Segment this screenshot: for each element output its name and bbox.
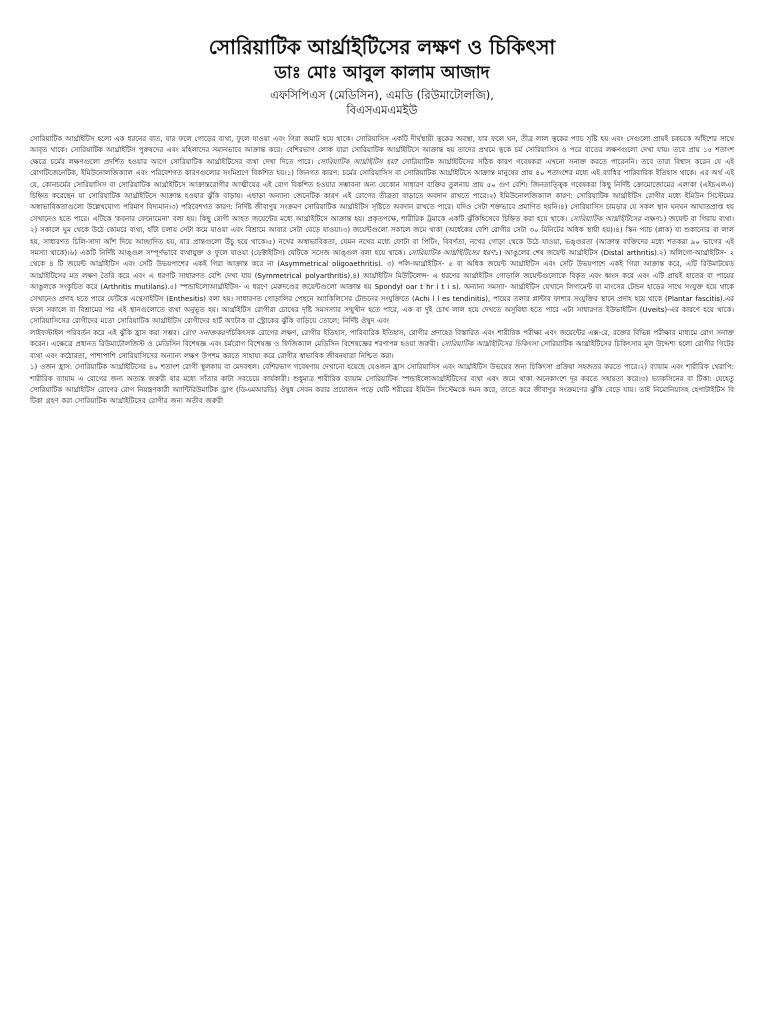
heading-treatment: সোরিয়াটিক আর্থ্রাইটিসের চিকিৎসা xyxy=(441,340,538,349)
paragraph-treatment-steps: ১) ওজন হ্রাস: সোরিয়াটিক আর্থ্রাইটিসের ৪০ শতাংশ রোগী স্থূলকায় বা মেদবহুল। বেশিরভাগ গবেষণায় দেখানো হয়েছে যেওজন হ্রাস সোরিয়াসিস এবং আর্থ্রাইটিস উভয়ের জন্য চিকিৎসা প্রক্রিয়া সহজতর করতে পারে।২) ব্যায়াম এবং শারীরিক থেরাপি: শারীরিক ব্যায়াম এ রোগের জন্য অত্যন্ত জরুরী যার মধ্যে সাঁতার কাটা সবচেয়ে কার্যকারী। শুধুমাত্র শারীরিক ব্যায়াম সোরিয়াটিক স্পন্ডাইলোআর্থ্রাইটিসের ব্যথা এবং জমে থাকা অনেকাংশে দূর করতে সহায়তা করে।৩) ভ্যাকসিনের বা টিকা: যেহেতু সোরিয়াটিক আর্থ্রাইটিস রোগের রোগ নিয়ন্ত্রণকারী অ্যান্টিরিউমাটিক ড্রাগ (ডিএমআরডি) ঔষুধ সেবন করার প্রয়োজন পড়ে যেটি শরীরের ইমিউন সিস্টেমকে দমন করে, তাতে করে জীবাণুর সংক্রমণের ঝুঁকি বেড়ে যায়। তাই নিমোনিয়াসহ হেপাটাইটিস বি টিকা গ্রহণ করা সোরিয়াটিক আর্থ্রাইটিসের রোগীর জন্য অতীব জরুরী xyxy=(30,363,734,406)
author-qualifications-line2: বিএসএমএমইউ xyxy=(346,103,418,118)
paragraph-causes-symptoms-types xyxy=(30,134,734,328)
article-title: সোরিয়াটিক আর্থ্রাইটিসের লক্ষণ ও চিকিৎসা xyxy=(208,35,556,59)
lifestyle-text: লাইফস্টাইল পরিবর্তন করে এই ঝুঁকি হ্রাস করা সম্ভব। xyxy=(30,328,180,337)
heading-causes: সোরিয়াটিক আর্থ্রাইটিস হয়? xyxy=(317,157,399,166)
heading-diagnosis: রোগ সনাক্তকরণ xyxy=(182,328,230,337)
heading-symptoms: সোরিয়াটিক আর্থ্রাইটিসের লক্ষণ xyxy=(570,214,660,223)
intro-text: সোরিয়াটিক আর্থ্রাইটিস হলো এক ধরনের বাত, যার ফলে গোড়ের ব্যথা, ফুলে যাওয়া এবং গিরা জমাট হয়ে থাকে। সোরিয়াসিস একটি দীর্ঘস্থায়ী ত্বকের অবস্থা, যার ফলে ঘন, তীব্র লাল ত্বকের প্যাচ সৃষ্টি হয় এবং সেগুলো প্রায়ই চকচকে আঁইশের সাথে আবৃত থাকে। সোরিয়াটিক আর্থ্রাইটিস পুরুষদের এবং মহিলাদের সমানভাবে আক্রান্ত করে। বেশিরভাগ লোক যারা সোরিয়াটিক আর্থ্রাইটিসে আক্রান্ত হয় তাদের প্রথমে ত্বকে চর্ম সোরিয়াসিস ও পরে বাতের লক্ষণগুলো দেখা যায়। তবে প্রায় ১৫ শতাংশ ক্ষেত্রে চর্মের লক্ষণগুলো প্রদর্শিত হওয়ার আগে সোরিয়াটিক আর্থ্রাইটিসের ব্যথা দেখা দিতে পারে। xyxy=(30,134,734,166)
author-qualifications-line1: এফসিপিএস (মেডিসিন), এমডি (রিউমাটোলজি), xyxy=(270,88,494,103)
title-block xyxy=(30,34,734,118)
heading-types: সোরিয়াটিক আর্থ্রাইটিসের ধরণ xyxy=(408,249,495,258)
symptoms-text: ১) জয়েন্ট বা গিরায় ব্যথা।২) সকালে ঘুম থেকে উঠে কোমরে ব্যথা, হাঁটা চলায় সেটা কমে যাওয়া এবং বিশ্রামে আবার সেটা বেড়ে যাওয়া।৩) জয়েন্টগুলো সকালে জমে থাকা (অর্ধেকের বেশি রোগীর সেটা ৩০ মিনিটের অধিক স্থায়ী হয়)।৪) স্কিন প্যাচ (প্লাক) যা শুকানোর বা লাল হয়, সাধারণত চিলি-সাদা আঁশ দিয়ে আচ্ছাদিত হয়, যার প্রান্তগুলো উঁচু হয়ে থাকে।৫) নখের অস্বাভাবিকতা, যেমন নখের মধ্যে ফোটা বা পিটিং, বিবর্ণতা, নখের গোড়া থেকে উঠে যাওয়া, ভঙ্গুরতা (আক্রান্ত ব্যক্তিদের মধ্যে শতকরা ৯০ ভাগের এই সমস্যা থাকে)।৬) একটি নির্দিষ্ট আঙ্গুল সম্পূর্ণভাবে ব্যথাযুক্ত ও ফুলে যাওয়া (ডেক্টাইটিস) যেটিকে সসেজ আঙ্গুল বলা হয়ে থাকে। xyxy=(30,214,734,258)
causes-text: সোরিয়াটিক আর্থ্রাইটিসের সঠিক কারণ গবেষকরা এখনো সনাক্ত করতে পারেননি। তবে তারা বিশ্বাস করেন যে এই রোগটিজেনেটিক, ইমিউনোলজিক্যাল এবং পরিবেশগত কারণগুলোর সংমিশ্রণে বিকশিত হয়।১) জিনগত কারণ: চর্মের সোরিয়াসিস বা সোরিয়াটিক আর্থ্রাইটিসে আক্রান্ত মানুষের প্রায় ৪০ শতাংশের মধ্যে এই ব্যাধির পারিবারিক ইতিহাস থাকে। এর অর্থ এই যে, কোনচর্মের সোরিয়াসিস বা সোরিয়াটিক আর্থ্রাইটিসে আক্রান্তরোগীর আত্মীয়ের এই রোগ বিকশিত হওয়ার সম্ভাবনা অন্য যেকোন সাধারণ ব্যক্তির তুলনায় প্রায় ৫০ গুণ বেশি। জিনতাত্ত্বিক গবেষকরা কিছু নির্দিষ্ট ক্রোমোজোমের এলাকা (এইচএলএ) চিহ্নিত করেছেন যা সোরিয়াটিক আর্থ্রাইটিসে আক্রান্ত হওয়ার ঝুঁকি বাড়ায়। এছাড়া অন্যান্য জেনেটিক কারণ এই রোগের তীব্রতা বাড়াতে অবদান রাখতে পারে।২) ইমিউনোলজিক্যাল কারণ: সোরিয়াটিক আর্থ্রাইটিস রোগীর মধ্যে ইমিউন সিস্টেমের অস্বাভাবিকতাগুলো উল্লেখযোগ্য পরিমাণ বিদ্যমান।৩) পরিবেশগত কারণ: নির্দিষ্ট জীবাণুর সংক্রমণ সোরিয়াটিক আর্থ্রাইটিস সৃষ্টিতে অবদান রাখতে পারে। যদিও সেটা শক্তভাবে প্রমাণিত হয়নি।৪) সোরিয়াসিস চামড়ার যে সকল স্থান ঘনঘন আঘাতপ্রাপ্ত হয় সেখানেও হতে পারে। এটিকে 'কবনার ফেনোমেনা' বলা হয়। কিছু রোগী আহত জয়েন্টের মধ্যে আর্থ্রাইটিসে আক্রান্ত হয়। প্রকৃতপক্ষে, শারীরিক ট্রমাকে একটি ঝুঁকিহিসেবে চিহ্নিত করা হয়ে থাকে। xyxy=(30,157,734,223)
article-body xyxy=(30,134,734,408)
author-name: ডাঃ মোঃ আবুল কালাম আজাদ xyxy=(274,63,490,83)
diagnosis-text: চিকিৎসক রোগের লক্ষণ, রোগীর ইতিহাস, পারিবারিক ইতিহাস, রোগীর প্রদাহের বিস্তারিত এবং শারীরিক পরীক্ষা এবং জয়েন্টের এক্স-রে, রক্তের বিভিন্ন পরীক্ষার মাধ্যমে রোগ সনাক্ত করেন। এক্ষেত্রে প্রধানত রিউমাটোলজিস্ট ও মেডিসিন বিশেষজ্ঞ এবং চর্মরোগ বিশেষজ্ঞ ও ফিজিক্যাল মেডিসিন বিশেষজ্ঞের শরণাপন্ন হওয়া জরুরী। xyxy=(30,328,735,349)
paragraph-diagnosis-treatment xyxy=(30,328,734,362)
types-text: ১) আঙুলের শেষ জয়েন্ট আর্থ্রাইটিস (Distal arthritis).২) অলিগো-আর্থ্রাইটিস- ২ থেকে ৪ টি জয়েন্ট আর্থ্রাইটিস এবং সেটি উভয়পাশের একই গিরা আক্রান্ত করে না (Asymmetrical oligoaethritis). ৩) পলি-আর্থ্রাইটিস- ৫ বা অধিক জয়েন্ট আর্থ্রাইটিস এবং সেটি উভয়পাশে একই গিরা আক্রান্ত করে, এটি রিউমাটয়েড আর্থ্রাইটিসের মত লক্ষণ তৈরি করে এবং এ ধরণটি সাধারণত বেশি দেখা যায় (Symmetrical polyarthritis).৪) আর্থ্রাইটিস মিউটিলেন্স- এ ধরণের আর্থ্রাইটিস গোড়ালি জয়েন্টগুলোকে বিকৃত এবং ধ্বংস করে এবং এটি প্রায়ই হাতের বা পায়ের আঙুলকে সংকুচিত করে (Arthritis mutilans).৫) স্পন্ডাইলোআর্থ্রাইটিস- এ ধরণে মেরুদণ্ডের জয়েন্টগুলো আক্রান্ত হয় Spondyl oar t hr i t i s). অন্যান্য সমস্যা- আর্থ্রাইটিস যেখানে লিগামেন্ট বা মাংসের টেন্ডন হাড়ের সাথে সংযুক্ত হয়ে থাকে সেখানেও প্রদাহ হতে পারে যেটিকে এন্থেসাইটিস (Enthesitis) বলা হয়। সাধারণত গোড়ালির পেছনে অ্যাকিলিসের টেন্ডনের সংযুক্তিতে (Achi l l es tendinitis), পায়ের তলার প্লান্টার ফাশার সংযুক্তির স্থানে প্রদাহ হয়ে থাকে (Plantar fascitis).এর ফলে সকালে বা বিশ্রামের পর এই স্থানগুলোতে ব্যথা অনুভূত হয়। আর্থ্রাইটিস রোগীরা চোখের দৃষ্টি সমসস্যার সম্মুখীন হতে পারে, এক বা দুই চোখ লাল হয়ে দেখতে অসুবিধা হতে পারে এটা সাধারণত ইউভাইটিস (Uveits)-এর কারণে হয়ে থাকে। সোরিয়াসিসের রোগীদের মতো সোরিয়াটিক আর্থ্রাইটিস রোগীদের হার্ট অ্যাটাক বা স্ট্রোকের ঝুঁকি বাড়িয়ে তোলে; নির্দিষ্ট ঔষুদ এবং xyxy=(30,249,734,326)
treatment-text: সোরিয়াটিক আর্থ্রাইটিসের চিকিৎসার মূল উদ্দেশ্য হলো রোগীর গিটের ব্যথা এবং কঠোরতা, পাশাপাশি সোরিয়াসিসের অন্যান্য লক্ষণ উপশম করতে সাহায্য করে রোগীর স্বাভাবিক জীবনযাত্রা নিশ্চিত করা। xyxy=(30,340,734,360)
